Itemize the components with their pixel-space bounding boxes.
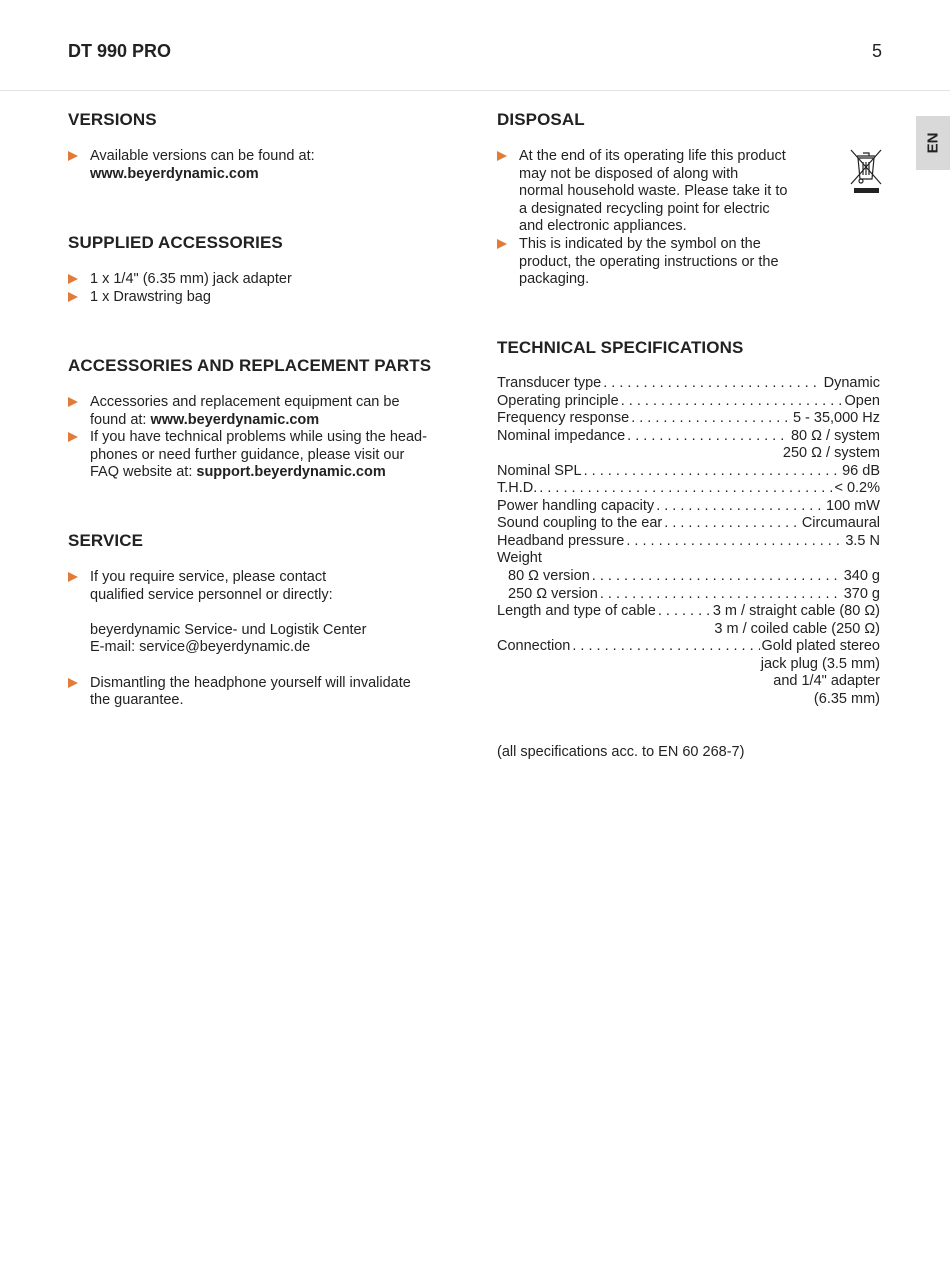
accessories-line: If you have technical problems while using the head- [90,429,427,446]
versions-bullet [68,148,463,183]
spec-row-connection [497,638,880,656]
support-link[interactable]: support.beyerdynamic.com [196,464,386,481]
spec-label: 250 Ω version [508,585,598,602]
tech-specs-heading-block [497,338,880,358]
accessories-line: FAQ website at: [90,464,197,481]
language-tab[interactable] [916,116,950,170]
page-header-title: DT 990 PRO [68,41,172,61]
spec-label: Operating principle [497,392,619,409]
bullet-arrow-icon [68,432,78,442]
list-item [68,289,463,307]
supplied-item-text: 1 x 1/4" (6.35 mm) jack adapter [90,271,292,287]
accessories-line: phones or need further guidance, please visit our [90,446,405,463]
spec-label: Frequency response [497,410,630,427]
spec-value: Circumaural [801,515,880,532]
crossed-out-wheelie-bin-icon [848,148,884,196]
accessories-heading: ACCESSORIES AND REPLACEMENT PARTS [68,356,432,375]
versions-link[interactable]: www.beyerdynamic.com [90,165,259,182]
spec-value: 96 dB [842,462,880,479]
tech-specs-heading: TECHNICAL SPECIFICATIONS [497,338,744,357]
bullet-arrow-icon [68,678,78,688]
disposal-line: At the end of its operating life this product [519,148,786,164]
bullet-arrow-icon [68,397,78,407]
bullet-arrow-icon [497,151,507,161]
spec-row-spl [497,463,880,481]
versions-heading: VERSIONS [68,110,157,129]
spec-row-impedance [497,428,880,446]
disposal-line: This is indicated by the symbol on the [519,235,761,252]
spec-value-continued: (6.35 mm) [813,690,880,707]
page-number: 5 [871,41,882,61]
spec-value: 5 - 35,000 Hz [792,410,880,427]
service-line: qualified service personnel or directly: [90,586,333,603]
spec-value: 370 g [843,585,880,602]
list-item [68,569,463,675]
spec-label: Nominal SPL [497,462,582,479]
spec-row-thd [497,480,880,498]
spec-value-continued: 3 m / coiled cable (250 Ω) [714,620,880,637]
spec-row-frequency [497,410,880,428]
service-line: the guarantee. [90,692,184,709]
spec-value-continued: 250 Ω / system [782,445,880,462]
accessories-line: Accessories and replacement equipment can be [90,394,400,410]
list-item [68,394,463,429]
service-line: Dismantling the headphone yourself will invalidate [90,674,411,691]
versions-text: Available versions can be found at: [90,148,315,164]
disposal-line: and electronic appliances. [519,218,687,235]
spec-value: 80 Ω / system [790,427,880,444]
list-item [68,429,463,482]
spec-value-continued: and 1/4" adapter [773,673,880,690]
service-contact-name: beyerdynamic Service- und Logistik Center [90,621,367,638]
spec-row-cable [497,603,880,621]
list-item [497,236,827,289]
language-tab-label: EN [924,132,942,154]
spec-row-coupling [497,515,880,533]
spec-value: 3 m / straight cable (80 Ω) [712,603,880,620]
spec-label: Weight [497,550,542,567]
spec-row-weight-250 [497,586,880,604]
spec-value: Gold plated stereo [761,638,880,655]
spec-row-weight [497,550,880,568]
accessories-section [68,356,463,482]
spec-label: T.H.D. [497,480,538,497]
spec-value: 340 g [843,568,880,585]
spec-row-weight-80 [497,568,880,586]
list-item [497,148,827,236]
bullet-arrow-icon [68,151,78,161]
accessories-line: found at: [90,411,151,428]
spec-label: Power handling capacity [497,497,655,514]
spec-label: Sound coupling to the ear [497,515,663,532]
service-line: If you require service, please contact [90,569,327,585]
spec-row-power [497,498,880,516]
disposal-line: may not be disposed of along with [519,165,739,182]
spec-value-continued: jack plug (3.5 mm) [760,655,880,672]
supplied-accessories-heading: SUPPLIED ACCESSORIES [68,233,283,252]
spec-row-headband [497,533,880,551]
spec-value: Open [844,392,880,409]
spec-footnote: (all specifications acc. to EN 60 268-7) [497,744,745,760]
bullet-arrow-icon [68,292,78,302]
versions-section [68,110,463,183]
spec-row-transducer [497,375,880,393]
bullet-arrow-icon [68,572,78,582]
spec-label: Nominal impedance [497,427,626,444]
service-contact-email[interactable]: E-mail: service@beyerdynamic.de [90,639,311,656]
supplied-item-text: 1 x Drawstring bag [90,288,211,305]
disposal-heading: DISPOSAL [497,110,585,129]
supplied-accessories-section [68,233,463,306]
service-section [68,531,463,710]
disposal-line: a designated recycling point for electric [519,200,770,217]
service-heading: SERVICE [68,531,144,550]
bullet-arrow-icon [497,239,507,249]
spec-label: Transducer type [497,375,602,391]
spec-value: Dynamic [823,375,880,391]
bullet-arrow-icon [68,274,78,284]
spec-label: Length and type of cable [497,603,656,620]
spec-value: < 0.2% [834,480,880,497]
disposal-line: packaging. [519,271,590,288]
spec-table [497,375,880,708]
accessories-link[interactable]: www.beyerdynamic.com [150,411,320,428]
spec-value: 100 mW [826,497,880,514]
list-item [68,675,463,710]
header-divider [0,90,950,91]
spec-value: 3.5 N [845,532,880,549]
spec-label: 80 Ω version [508,568,590,585]
disposal-line: product, the operating instructions or the [519,253,779,270]
spec-row-principle [497,393,880,411]
disposal-section [497,110,827,289]
list-item [68,271,463,289]
spec-label: Connection [497,638,571,655]
disposal-line: normal household waste. Please take it to [519,183,788,200]
spec-label: Headband pressure [497,532,625,549]
